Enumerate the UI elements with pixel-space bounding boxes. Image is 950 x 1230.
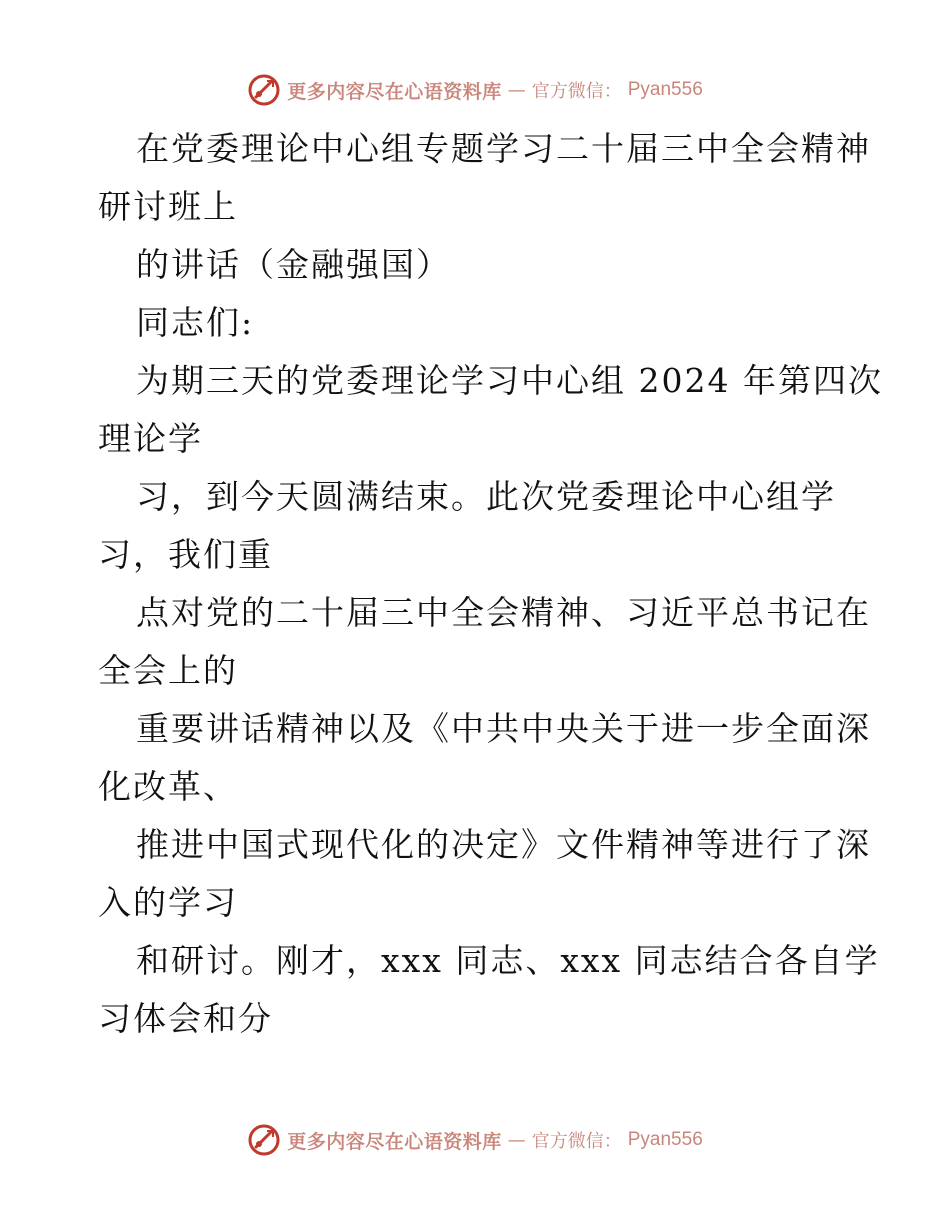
header-banner — [0, 70, 950, 110]
footer-separator: — — [507, 1129, 526, 1151]
paragraph-line: 化改革、 — [98, 767, 238, 806]
header-wechat-label: 官方微信： — [531, 81, 622, 102]
paragraph-line: 习体会和分 — [98, 999, 273, 1038]
title-line-2: 研讨班上 — [98, 187, 238, 226]
paragraph-line: 为期三天的党委理论学习中心组 2024 年第四次 — [136, 361, 883, 400]
footer-wechat-label: 官方微信： — [531, 1131, 622, 1152]
paragraph-line: 理论学 — [98, 419, 203, 458]
document-body — [98, 120, 883, 1048]
title-line-1: 在党委理论中心组专题学习二十届三中全会精神 — [136, 129, 871, 168]
header-separator: — — [507, 79, 526, 101]
footer-banner — [0, 1120, 950, 1160]
salutation: 同志们: — [136, 303, 255, 342]
paragraph-line: 点对党的二十届三中全会精神、习近平总书记在 — [136, 593, 871, 632]
logo-icon — [247, 1123, 281, 1157]
paragraph-line: 入的学习 — [98, 883, 238, 922]
paragraph-line: 习，到今天圆满结束。此次党委理论中心组学 — [136, 477, 836, 516]
paragraph-line: 推进中国式现代化的决定》文件精神等进行了深 — [136, 825, 871, 864]
header-wechat-id: Pyan556 — [627, 79, 703, 100]
title-line-3: 的讲话（金融强国） — [136, 245, 451, 284]
paragraph-line: 习，我们重 — [98, 535, 273, 574]
paragraph-line: 和研讨。刚才，xxx 同志、xxx 同志结合各自学 — [136, 941, 880, 980]
footer-brand-text: 更多内容尽在心语资料库 — [287, 1130, 502, 1153]
footer-wechat-id: Pyan556 — [627, 1129, 703, 1150]
paragraph-line: 全会上的 — [98, 651, 238, 690]
logo-icon — [247, 73, 281, 107]
header-brand-text: 更多内容尽在心语资料库 — [287, 80, 502, 103]
paragraph-line: 重要讲话精神以及《中共中央关于进一步全面深 — [136, 709, 871, 748]
